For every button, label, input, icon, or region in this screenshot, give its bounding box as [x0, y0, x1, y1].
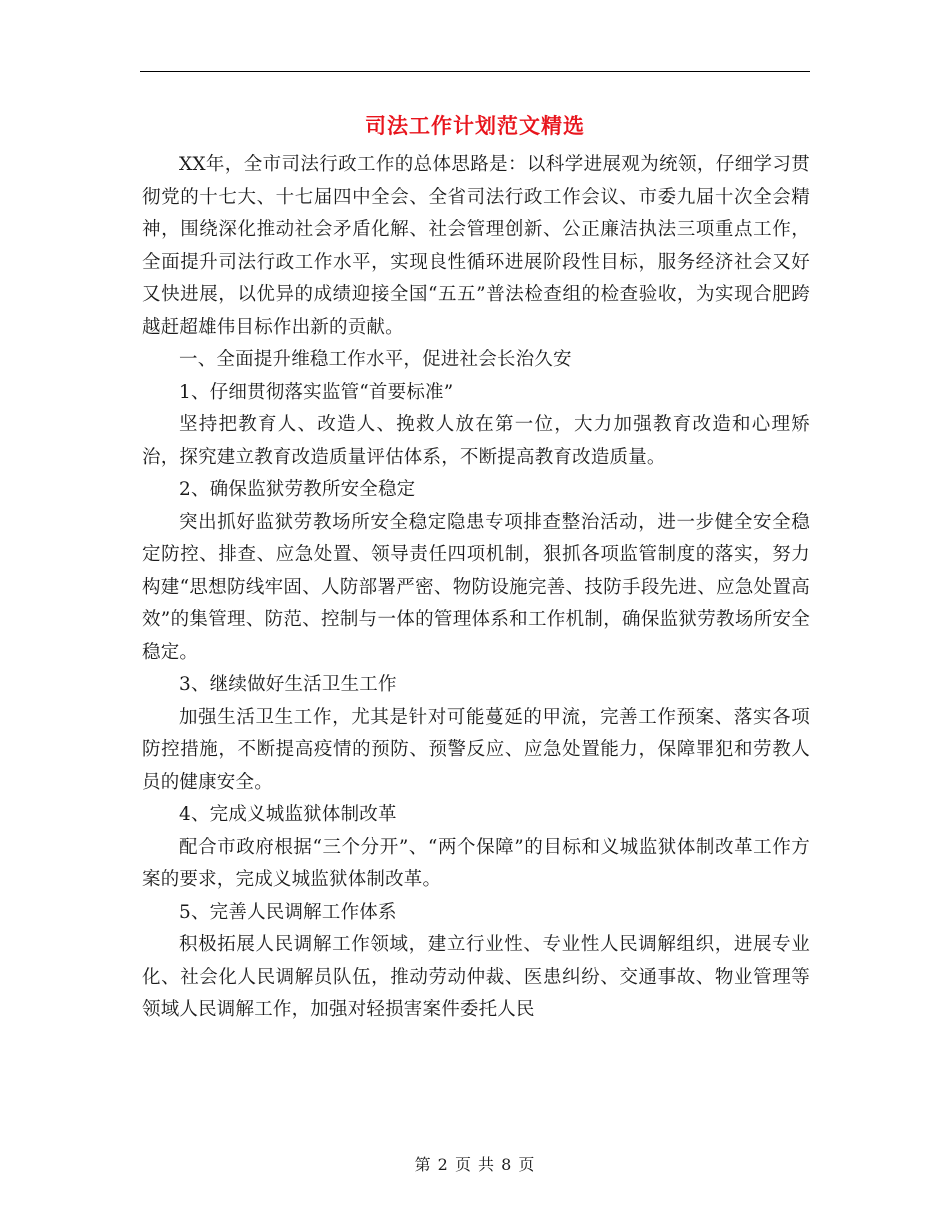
paragraph-3: 加强生活卫生工作，尤其是针对可能蔓延的甲流，完善工作预案、落实各项防控措施，不断提高疫情的预防、预警反应、应急处置能力，保障罪犯和劳教人员的健康安全。 [142, 706, 810, 793]
subheading-3: 3、继续做好生活卫生工作 [179, 674, 397, 695]
subheading-1: 1、仔细贯彻落实监管“首要标准” [179, 381, 454, 403]
paragraph-1: 坚持把教育人、改造人、挽救人放在第一位，大力加强教育改造和心理矫治，探究建立教育改造质量评估体系，不断提高教育改造质量。 [142, 414, 810, 468]
paragraph-5: 积极拓展人民调解工作领域，建立行业性、专业性人民调解组织，进展专业化、社会化人民调解员队伍，推动劳动仲裁、医患纠纷、交通事故、物业管理等领域人民调解工作，加强对轻损害案件委托人民 [142, 934, 810, 1020]
document-title: 司法工作计划范文精选 [365, 114, 585, 138]
document-body [142, 149, 810, 1027]
subheading-5: 5、完善人民调解工作体系 [179, 901, 397, 923]
page-number: 第 2 页 共 8 页 [414, 1155, 536, 1174]
subheading-4: 4、完成义城监狱体制改革 [179, 804, 397, 825]
section-heading-1: 一、全面提升维稳工作水平，促进社会长治久安 [179, 349, 572, 370]
paragraph-2: 突出抓好监狱劳教场所安全稳定隐患专项排查整治活动，进一步健全安全稳定防控、排查、应急处置、领导责任四项机制，狠抓各项监管制度的落实，努力构建“思想防线牢固、人防部署严密、物防设施完善、技防手段先进、应急处置高效”的集管理、防范、控制与一体的管理体系和工作机制，确保监狱劳教场所安全稳定。 [142, 511, 810, 663]
header-rule [140, 71, 810, 72]
paragraph-intro: XX年，全市司法行政工作的总体思路是：以科学进展观为统领，仔细学习贯彻党的十七大、十七届四中全会、全省司法行政工作会议、市委九届十次全会精神，围绕深化推动社会矛盾化解、社会管理创新、公正廉洁执法三项重点工作，全面提升司法行政工作水平，实现良性循环进展阶段性目标，服务经济社会又好又快进展，以优异的成绩迎接全国“五五”普法检查组的检查验收，为实现合肥跨越赶超雄伟目标作出新的贡献。 [142, 154, 810, 338]
paragraph-4: 配合市政府根据“三个分开”、“两个保障”的目标和义城监狱体制改革工作方案的要求，完成义城监狱体制改革。 [142, 836, 810, 890]
subheading-2: 2、确保监狱劳教所安全稳定 [179, 479, 416, 500]
